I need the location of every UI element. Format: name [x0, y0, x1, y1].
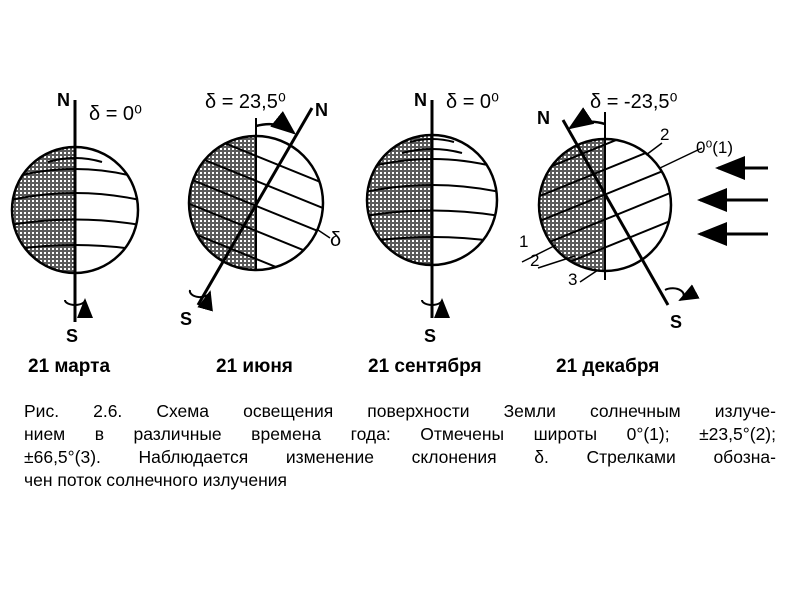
equator-marker: 0⁰(1): [696, 138, 734, 157]
date-label: 21 марта: [28, 356, 111, 377]
latitude-marker-1: 1: [519, 232, 529, 251]
north-label: N: [315, 100, 328, 120]
figure-caption: [24, 400, 776, 492]
north-label: N: [414, 90, 427, 110]
latitude-marker-2: 2: [530, 251, 540, 270]
sun-rays: [700, 168, 768, 234]
declination-label: δ = 0⁰: [446, 91, 500, 113]
declination-arc: [570, 122, 605, 128]
globe-march: [10, 90, 142, 377]
date-label: 21 декабря: [556, 356, 660, 377]
caption-line: чен поток солнечного излучения: [24, 470, 288, 490]
caption-line: нием в различные времена года: Отмечены широты 0°(1); ±23,5°(2);: [24, 424, 776, 444]
south-label: S: [670, 312, 683, 332]
declination-label: δ = 0⁰: [89, 103, 143, 125]
date-label: 21 июня: [216, 356, 293, 377]
declination-label: δ = 23,5⁰: [205, 91, 286, 113]
caption-line: Рис. 2.6. Схема освещения поверхности Земли солнечным излуче-: [24, 401, 776, 421]
latitude-marker-2-top: 2: [660, 125, 670, 144]
caption-line: ±66,5°(3). Наблюдается изменение склонения δ. Стрелками обозна-: [24, 447, 776, 467]
south-label: S: [180, 309, 193, 329]
rotation-arrow-icon: [665, 288, 684, 300]
globe-june: [180, 91, 341, 377]
south-label: S: [424, 326, 437, 346]
north-label: N: [57, 90, 70, 110]
south-label: S: [66, 326, 79, 346]
declination-label: δ = -23,5⁰: [590, 91, 678, 113]
north-label: N: [537, 108, 550, 128]
delta-mark: δ: [330, 229, 342, 251]
latitude-marker-3: 3: [568, 270, 578, 289]
declination-arc: [256, 124, 294, 133]
date-label: 21 сентября: [368, 356, 482, 377]
globe-september: [365, 90, 500, 377]
globe-december: [519, 91, 768, 377]
